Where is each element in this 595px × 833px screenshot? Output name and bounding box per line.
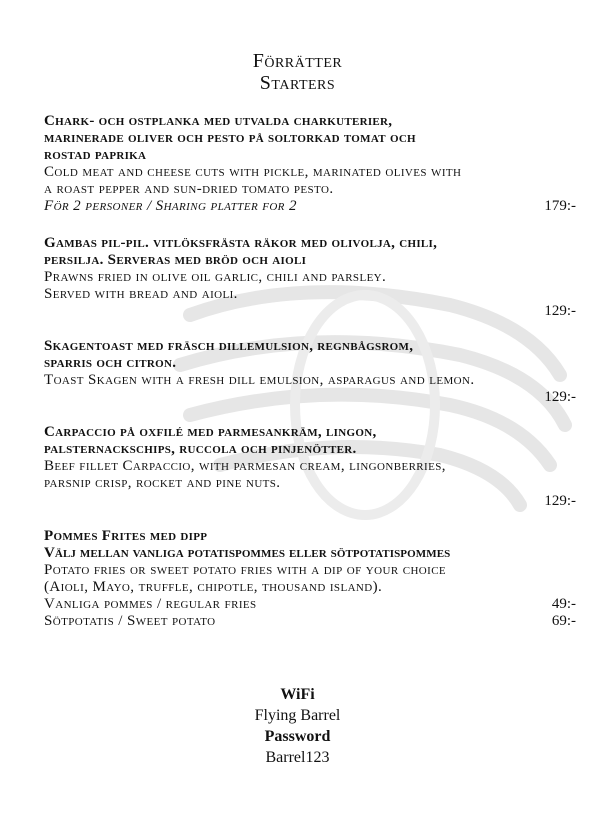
option-label: Vanliga pommes / regular fries	[44, 596, 257, 612]
item-name-sv: persilja. Serveras med bröd och aioli	[44, 252, 307, 268]
item-name-sv: Gambas pil-pil. vitlöksfrästa räkor med olivolja, chili,	[44, 235, 438, 251]
item-price: 179:-	[544, 198, 576, 214]
menu-item-fries	[44, 528, 576, 630]
item-description-en: parsnip crisp, rocket and pine nuts.	[44, 475, 281, 491]
item-name-sv: palsternackschips, ruccola och pinjenötter.	[44, 441, 357, 457]
item-name-sv: sparris och citron.	[44, 355, 177, 371]
wifi-password-label: Password	[264, 728, 331, 745]
menu-item-gambas	[44, 235, 576, 320]
item-name-sv: Välj mellan vanliga potatispommes eller sötpotatispommes	[44, 545, 451, 561]
wifi-password: Barrel123	[265, 749, 330, 766]
item-name-sv: Chark- och ostplanka med utvalda charkuterier,	[44, 113, 393, 129]
option-label: Sötpotatis / Sweet potato	[44, 613, 216, 629]
item-price: 129:-	[544, 303, 576, 319]
item-name-sv: marinerade oliver och pesto på soltorkad tomat och	[44, 130, 416, 146]
item-note: För 2 personer / Sharing platter for 2	[44, 198, 297, 214]
item-description-en: Beef fillet Carpaccio, with parmesan cream, lingonberries,	[44, 458, 446, 474]
section-title-swedish: Förrätter	[252, 50, 343, 72]
item-description-en: Potato fries or sweet potato fries with a dip of your choice	[44, 562, 447, 578]
item-description-en: Cold meat and cheese cuts with pickle, marinated olives with	[44, 164, 462, 180]
option-price: 49:-	[551, 596, 576, 612]
wifi-info	[0, 684, 595, 768]
option-price: 69:-	[551, 613, 576, 629]
menu-item-carpaccio	[44, 424, 576, 510]
item-description-en: Served with bread and aioli.	[44, 286, 238, 302]
item-price: 129:-	[544, 389, 576, 405]
item-description-en: a roast pepper and sun-dried tomato pesto.	[44, 181, 334, 197]
menu-item-charcuterie	[44, 113, 576, 215]
option-row	[44, 613, 576, 630]
item-description-en: Toast Skagen with a fresh dill emulsion, asparagus and lemon.	[44, 372, 475, 388]
option-row	[44, 596, 576, 613]
item-name-sv: Skagentoast med fräsch dillemulsion, regnbågsrom,	[44, 338, 414, 354]
item-name-sv: Pommes Frites med dipp	[44, 528, 208, 544]
item-name-sv: Carpaccio på oxfilé med parmesankräm, lingon,	[44, 424, 377, 440]
item-name-sv: rostad paprika	[44, 147, 147, 163]
menu-item-skagentoast	[44, 338, 576, 406]
item-description-en: Prawns fried in olive oil garlic, chili and parsley.	[44, 269, 387, 285]
section-title-english: Starters	[259, 72, 336, 94]
wifi-title: WiFi	[280, 686, 315, 703]
item-price: 129:-	[544, 493, 576, 509]
wifi-network: Flying Barrel	[254, 707, 341, 724]
item-description-en: (Aioli, Mayo, truffle, chipotle, thousand island).	[44, 579, 383, 595]
